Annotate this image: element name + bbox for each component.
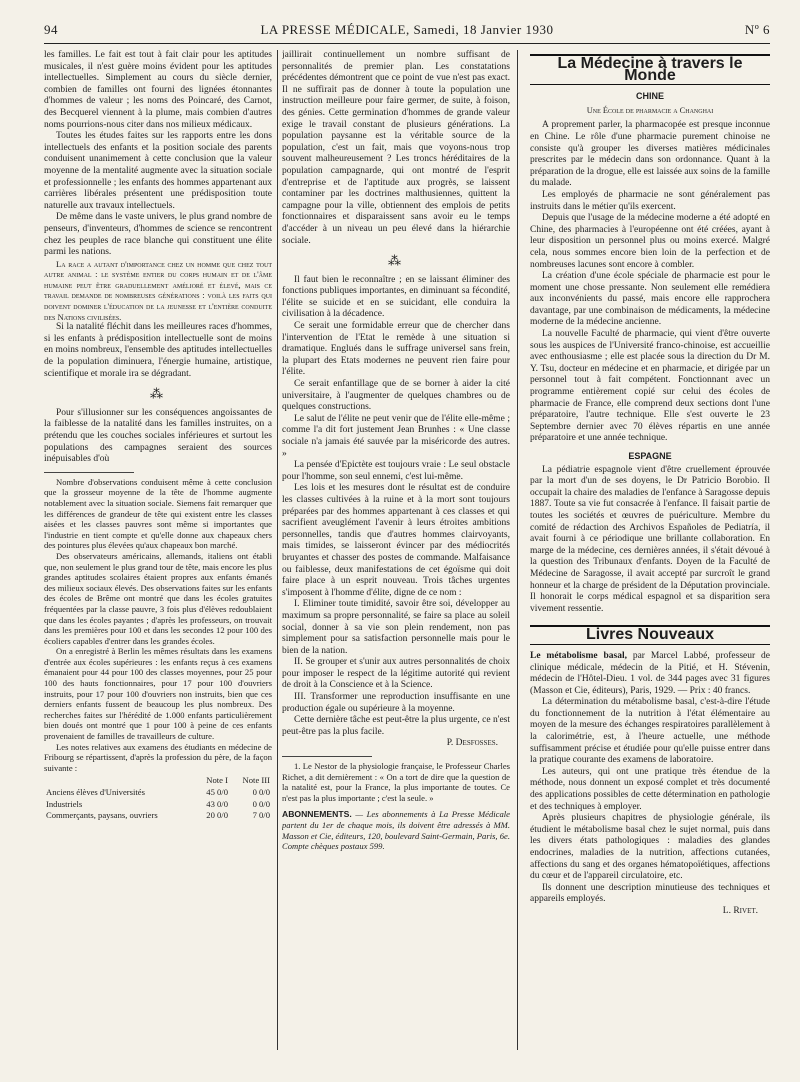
table-cell: Industriels [46,798,83,809]
page-number: 94 [44,22,58,37]
paragraph: Si la natalité fléchit dans les meilleures races d'hommes, si les enfants à prédisposition intellectuelle sont de moins en moins nombreux, l'ensemble des aptitudes intellectuelles de la population diminuera, l'énergie humaine, artistique, scientifique et morale ira se dégradant. [44,322,272,379]
column-1 [44,50,272,1080]
table-cell: 45 0/0 [206,787,228,797]
book-reference [530,651,770,697]
journal-title: LA PRESSE MÉDICALE, Samedi, 18 Janvier 1930 [260,22,554,37]
table-header-row [44,775,272,787]
column-divider [277,50,278,1050]
table-row [44,810,272,822]
paragraph: A proprement parler, la pharmacopée est presque inconnue en Chine. Le rôle d'une pharmacie purement chinoise ne consiste qu'à grouper les diverses matières médicinales prescrites par le médecin dans son ordonnance. Quant à la préparation de la drogue, elle est laissée aux soins de la famille du malade. [530,120,770,189]
section-separator: ⁂ [388,253,404,269]
country-heading: CHINE [635,91,664,102]
table-cell: Commerçants, paysans, ouvriers [46,810,158,821]
table-cell: 43 0/0 [206,798,228,809]
country-heading: ESPAGNE [628,451,672,461]
note-paragraph: Nombre d'observations conduisent même à cette conclusion que la grosseur moyenne de la tête de l'homme augmente notablement avec la situation sociale. Siemens fait remarquer que les différences de grandeur de tête qui existent entre les classes aisées et les classes pauvres sont même si importantes que l'industrie en tient compte et qu'elle donne aux chapeaux chers des pointures plus élevées qu'aux chapeaux bon marché. [44,476,272,551]
table-cell: 0 0/0 [252,787,270,797]
table-cell: Anciens élèves d'Universités [46,787,145,797]
paragraph: Depuis que l'usage de la médecine moderne a été adopté en Chine, des pharmacies à l'européenne ont été créées, ayant à leur disposition un personnel plus ou moins exercé. Malgré cela, nous sommes encore bien loin de la perfection et de nombreuses lacunes sont encore à combler. [530,213,770,270]
subscriptions-notice [282,809,510,851]
author-signature: P. Desfosses. [446,738,498,749]
table-row [44,799,272,811]
paragraph: Après plusieurs chapitres de physiologie générale, ils étudient le métabolisme basal chez le sujet normal, puis dans les divers états pathologiques : maladies des glandes endocrines, maladies de la nutrition, affections cutanées, affections du sang et des organes hématopoïétiques, affections du cœur et de l'appareil circulatoire, etc. [530,813,770,882]
paragraph: Ce serait une formidable erreur que de chercher dans l'intervention de l'Etat le remède à une situation si dramatique. Englués dans le suffrage universel sans frein, la plupart des Etats modernes ne peuvent rien faire pour l'élite. [282,321,510,378]
paragraph: I. Eliminer toute timidité, savoir être soi, développer au maximum sa propre personnalité, se faire sa place au soleil social, donner à sa vie son plein rendement, non pas simplement pour sa satisfaction personnelle mais pour le bien de la nation. [282,599,510,656]
quotation: La race a autant d'importance chez un homme que chez tout autre animal : le système entier du corps humain et de l'âme humaine peut être graduellement amélioré et élevé, mais ce travail demande de nombreuses générations : voilà les faits qui doivent dominer l'éducation de la jeunesse et l'entière conduite des Nations civilisées. [44,258,272,322]
paragraph: les familles. Le fait est tout à fait clair pour les aptitudes musicales, il n'est guère moins évident pour les aptitudes intellectuelles. Simplement au cours du siècle dernier, combien de familles ont fourni des lignées étonnantes d'hommes de valeur ; les noms des Poincaré, des Carnot, des Becquerel viennent à la plume, mais combien d'autres noms pourrions-nous citer dans nos milieux médicaux. [44,50,272,130]
paragraph: Le salut de l'élite ne peut venir que de l'élite elle-même ; comme l'a dit fort justement Jean Brunhes : « Une classe sociale n'a jamais été sauvée par la miséricorde des autres. » [282,413,510,459]
paragraph: Ce serait enfantillage que de se borner à aider la cité universitaire, à l'augmenter de quelques chambres ou de quelques constructions. [282,379,510,413]
table-cell: 7 0/0 [252,810,270,821]
paragraph: Toutes les études faites sur les rapports entre les dons intellectuels des enfants et la position sociale des parents conduisent unanimement à cette conclusion que la valeur moyenne de la mentalité augmente avec la situation sociale et professionnelle ; les enfants des hommes appartenant aux carrières libérales présentent une prédisposition toute naturelle aux travaux intellectuels. [44,131,272,211]
section-header-box [530,54,770,85]
paragraph: Il faut bien le reconnaître ; en se laissant éliminer des fonctions publiques importantes, en diminuant sa fécondité, l'élite se suicide et en se suicidant, elle conduira la civilisation à la décadence. [282,274,510,320]
footnote: 1. Le Nestor de la physiologie française, le Professeur Charles Richet, a dit dernièrement : « On a tort de dire que la question de la natalité est, pour la France, la plus importante de toutes. Ce n'est pas la plus importante ; c'est la seule. » [282,761,510,803]
paragraph: La création d'une école spéciale de pharmacie est pour le moment une chose pressante. Non seulement elle remédiera aux inconvénients du passé, mais encore elle rapprochera davantage, par une combinaison de médicaments, la médecine moderne de la médecine ancienne. [530,271,770,328]
note-paragraph: On a enregistré à Berlin les mêmes résultats dans les examens d'entrée aux écoles supérieures : les enfants reçus à ces examens émanaient pour 44 pour 100 des classes moyennes, pour 25 pour 100 des hauts fonctionnaires, pour 17 pour 100 d'ouvriers instruits, pour 17 pour 100 d'ouvriers non instruits, bien que ces derniers enfants fussent de beaucoup les plus nombreux. Des recherches faites sur l'hérédité de 1.000 enfants particulièrement bien doués ont montré que 1 pour 100 à peine de ces enfants provenaient de familles de travailleurs de culture. [44,646,272,742]
running-head [44,22,770,40]
paragraph: Les auteurs, qui ont une pratique très étendue de la méthode, nous donnent un exposé complet et très documenté des applications possibles de cette détermination en pathologie et des techniques à employer. [530,766,770,812]
paragraph: Les lois et les mesures dont le résultat est de conduire les classes cultivées à la ruine et à la mort sont toujours préparées par des hommes appartenant à ces classes et qui sacrifient aveuglément l'avenir à leurs étroites ambitions personnelles, tandis que d'autres hommes clairvoyants, mais timides, se laisseront évincer par des médiocrités bruyantes et chasser des postes de commande. Malfaisance ou faiblesse, deux manifestations de cet égoïsme qui doit faire place à un esprit nouveau. Trois tâches urgentes s'imposent à l'homme d'élite, digne de ce nom : [282,483,510,598]
paragraph: II. Se grouper et s'unir aux autres personnalités de choix pour imposer le respect de la légitime autorité qui revient de droit à la Conscience et à la Science. [282,657,510,691]
book-title: Le métabolisme basal, [530,650,627,661]
paragraph: jaillirait continuellement un nombre suffisant de personnalités de premier plan. Les constatations précédentes démontrent que ce point de vue n'est pas exact. Il ne suffirait pas de donner à toute la population une instruction meilleure pour faire germer, de suite, à foison, des génies. Cette germination d'hommes de grande valeur exige le travail constant de plusieurs générations. La population paysanne est la véritable source de la population, c'est un fait, mais que voyons-nous trop souvent malheureusement ? Les troncs héréditaires de la population campagnarde, qui ont montré de l'esprit d'entreprise et de l'aptitude aux progrès, se laissent contaminer par les doctrines malthusiennes, quittent la campagne pour la ville, obtiennent des emplois de petits fonctionnaires et disparaissent sans avoir eu le temps d'accéder à un niveau un peu élevé dans la hiérarchie sociale. [282,50,510,246]
section-separator: ⁂ [150,386,166,402]
column-3 [530,50,770,1080]
paragraph: De même dans le vaste univers, le plus grand nombre de penseurs, d'inventeurs, d'hommes de science se rencontrent chez les peuples de race blanche qui constituent une élite parmi les nations. [44,212,272,258]
table-header: Note I [206,775,228,786]
table-header: Note III [242,775,270,786]
issue-number: Nº 6 [744,22,770,37]
section-title: La Médecine à travers le Monde [557,55,743,84]
paragraph: Cette dernière tâche est peut-être la plus urgente, ce n'est peut-être pas la plus facile. [282,715,510,737]
column-2 [282,50,510,1080]
reviewer-signature: L. Rivet. [722,905,758,916]
note-paragraph: Des observateurs américains, allemands, italiens ont établi que, non seulement le plus grand tour de tête, mais encore les plus grandes aptitudes scolaires étaient propres aux enfants émanés des milieux sociaux élevés. Des observations faites sur les enfants des écoles de Brême ont montré que dans les écoles gratuites fréquentées par la classe pauvre, 3 fois plus d'élèves redoublaient que dans les écoles payantes ; d'après les professeurs, on trouvait dans les premières pour 100 et dans les secondes 12 pour 100 des écoliers capables d'entrer dans les grandes écoles. [44,550,272,646]
paragraph: III. Transformer une reproduction insuffisante en une production égale ou supérieure à la moyenne. [282,692,510,714]
paragraph: Pour s'illusionner sur les conséquences angoissantes de la faiblesse de la natalité dans les familles instruites, on a prétendu que les couches sociales inférieures et surtout les populations des campagnes seraient des sources inépuisables d'où [44,407,272,465]
table-cell: 0 0/0 [252,798,270,809]
notes-rule [44,472,134,473]
paragraph: Ils donnent une description minutieuse des techniques et appareils employés. [530,882,770,905]
subscriptions-text: — Les abonnements à La Presse Médicale partent du 1er de chaque mois, ils doivent être adressés à MM. Masson et Cie, éditeurs, 120, boulevard Saint-Germain, Paris, 6e. Compte chèques postaux 599. [282,809,510,852]
footnote-rule [282,756,372,757]
paragraph: La pédiatrie espagnole vient d'être cruellement éprouvée par la mort d'un de ses doyens, le Dr Patricio Borobio. Il occupait la chaire des maladies de l'enfance à Saragosse depuis 1887. Toute sa vie fut consacrée à l'enfance. Il faisait partie de toutes les sociétés et œuvres de puériculture. Membre du comité de rédaction des Archivos Españoles de Pediatría, il avait fourni à ce périodique une brillante collaboration. En marge de la médecine, ces dernières années, il s'était dévoué à la question des Tribunaux d'enfants. Doyen de la Faculté de Médecine de Saragosse, il avait accepté par surcroît le grand honneur et la charge de président de la Députation provinciale. Il honorait le corps médical espagnol et sa disparition sera vivement ressentie. [530,464,770,614]
table-row [44,787,272,799]
grades-table [44,775,272,821]
paragraph: La détermination du métabolisme basal, c'est-à-dire l'étude du fonctionnement de la nutrition à l'état élémentaire au moyen de la mesure des échanges respiratoires parallèlement à la calorimétrie, est, à l'heure actuelle, une méthode suffisamment précise et étudiée pour qu'elle puisse entrer dans la pratique courante des examens de laboratoire. [530,697,770,766]
paragraph: Les employés de pharmacie ne sont généralement pas instruits dans le métier qu'ils exercent. [530,189,770,212]
article-subtitle: Une École de pharmacie a Changhai [586,105,714,115]
header-rule [44,43,770,44]
paragraph: La nouvelle Faculté de pharmacie, qui vient d'être ouverte sous les auspices de l'Université franco-chinoise, est accueillie avec enthousiasme ; elle est placée sous la direction du Dr M. Y. Tsu, docteur en médecine et en pharmacie, et dirigée par un personnel tout à fait compétent. Fonctionnant avec un programme entièrement copié sur celui des écoles de pharmacie de France, elle comprend deux sections dont l'une préparatoire, l'autre technique. Elle s'est ouverte le 23 Septembre dernier avec 70 élèves répartis en une année préparatoire et une année technique. [530,329,770,444]
book-details: par Marcel Labbé, professeur de clinique médicale, médecin de la Pitié, et H. Stévenin, médecin de l'Hôtel-Dieu. 1 vol. de 344 pages avec 31 figures (Masson et Cie, éditeurs), Paris, 1929. — Prix : 40 francs. [530,650,770,696]
note-paragraph: Les notes relatives aux examens des étudiants en médecine de Fribourg se répartissent, d'après la profession du père, de la façon suivante : [44,741,272,773]
table-cell: 20 0/0 [206,810,228,821]
section-title: Livres Nouveaux [585,626,715,644]
subscriptions-label: ABONNEMENTS. [282,809,352,820]
section-header-box [530,625,770,645]
column-divider [517,50,518,1050]
paragraph: La pensée d'Epictète est toujours vraie : Le seul obstacle pour l'homme, son seul ennemi, c'est lui-même. [282,460,510,482]
